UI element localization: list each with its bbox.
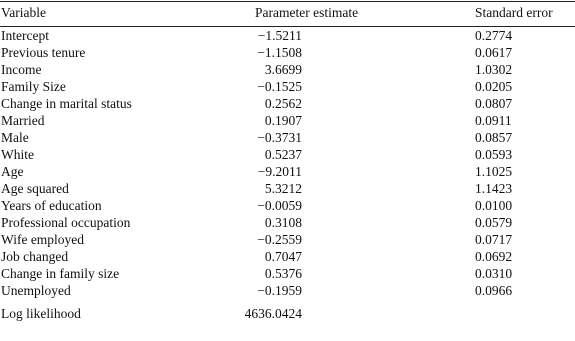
row-estimate: 0.1907 — [264, 113, 302, 128]
header-estimate: Parameter estimate — [255, 5, 359, 20]
log-likelihood-label: Log likelihood — [1, 306, 81, 321]
table-row — [0, 112, 575, 129]
table-row — [0, 180, 575, 197]
row-variable: Age squared — [1, 181, 69, 196]
row-stderr: 0.0579 — [475, 215, 513, 230]
table-row — [0, 27, 575, 44]
row-estimate: 0.2562 — [264, 96, 302, 111]
log-likelihood-value: 4636.0424 — [244, 306, 302, 321]
table-row — [0, 163, 575, 180]
row-variable: Years of education — [1, 198, 102, 213]
row-stderr: 1.0302 — [475, 62, 513, 77]
row-estimate: −0.1525 — [257, 79, 302, 94]
top-rule — [0, 1, 575, 2]
table-row — [0, 282, 575, 299]
header-variable: Variable — [1, 5, 46, 20]
row-estimate: −1.1508 — [257, 45, 302, 60]
table-row — [0, 214, 575, 231]
row-stderr: 1.1025 — [475, 164, 513, 179]
row-variable: Change in family size — [1, 266, 120, 281]
row-variable: Income — [1, 62, 42, 77]
row-variable: Age — [1, 164, 24, 179]
row-estimate: −1.5211 — [257, 28, 302, 43]
row-stderr: 0.2774 — [475, 28, 513, 43]
table-row — [0, 61, 575, 78]
row-variable: Wife employed — [1, 232, 85, 247]
row-variable: Married — [1, 113, 45, 128]
row-variable: Unemployed — [1, 283, 71, 298]
row-estimate: 5.3212 — [264, 181, 302, 196]
row-estimate: −0.3731 — [257, 130, 302, 145]
row-stderr: 0.0857 — [475, 130, 513, 145]
row-variable: White — [1, 147, 34, 162]
table-row — [0, 265, 575, 282]
row-stderr: 0.0911 — [475, 113, 512, 128]
row-stderr: 1.1423 — [475, 181, 513, 196]
row-stderr: 0.0205 — [475, 79, 513, 94]
row-estimate: −0.1959 — [257, 283, 302, 298]
row-estimate: −0.2559 — [257, 232, 302, 247]
row-variable: Change in marital status — [1, 96, 132, 111]
row-estimate: 0.3108 — [264, 215, 302, 230]
row-stderr: 0.0692 — [475, 249, 513, 264]
row-variable: Male — [1, 130, 29, 145]
table-row — [0, 44, 575, 61]
table-row — [0, 129, 575, 146]
table-row — [0, 146, 575, 163]
row-stderr: 0.0717 — [475, 232, 513, 247]
header-stderr: Standard error — [475, 5, 553, 20]
table-row — [0, 197, 575, 214]
row-estimate: 0.5237 — [264, 147, 302, 162]
row-variable: Previous tenure — [1, 45, 86, 60]
row-stderr: 0.0617 — [475, 45, 513, 60]
row-stderr: 0.0310 — [475, 266, 513, 281]
row-stderr: 0.0593 — [475, 147, 513, 162]
row-variable: Job changed — [1, 249, 69, 264]
row-estimate: 0.7047 — [264, 249, 302, 264]
row-estimate: −9.2011 — [257, 164, 302, 179]
row-stderr: 0.0100 — [475, 198, 513, 213]
row-stderr: 0.0807 — [475, 96, 513, 111]
table-header-row — [0, 4, 575, 21]
row-stderr: 0.0966 — [475, 283, 513, 298]
table-row — [0, 231, 575, 248]
log-likelihood-row — [0, 305, 575, 322]
row-variable: Intercept — [1, 28, 49, 43]
row-variable: Professional occupation — [1, 215, 131, 230]
row-variable: Family Size — [1, 79, 66, 94]
table-row — [0, 95, 575, 112]
table-row — [0, 78, 575, 95]
row-estimate: −0.0059 — [257, 198, 302, 213]
table-row — [0, 248, 575, 265]
row-estimate: 0.5376 — [264, 266, 302, 281]
row-estimate: 3.6699 — [264, 62, 302, 77]
